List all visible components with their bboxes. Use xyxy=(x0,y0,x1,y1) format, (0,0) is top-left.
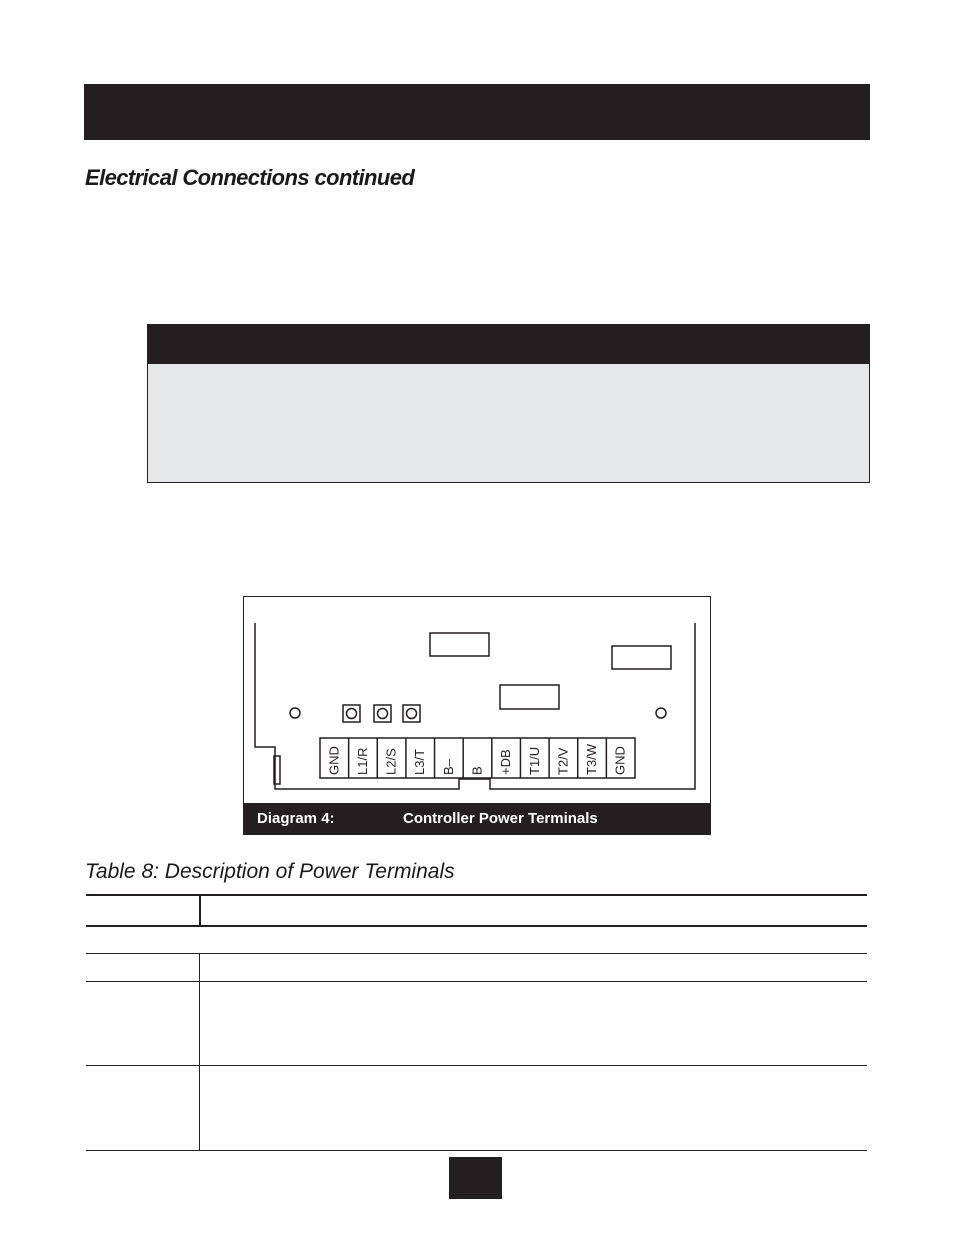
table-column-divider xyxy=(199,953,200,1150)
warning-box-header xyxy=(148,325,869,364)
table-row-rule xyxy=(86,1065,867,1066)
terminal-label: T3/W xyxy=(584,743,600,775)
diagram-caption-title: Controller Power Terminals xyxy=(403,810,598,827)
warning-box xyxy=(147,324,870,483)
page-number-box xyxy=(449,1157,502,1199)
table-row-rule xyxy=(86,981,867,982)
section-title: Electrical Connections continued xyxy=(85,165,415,190)
terminal-label: L1/R xyxy=(354,747,370,775)
table-header-divider xyxy=(199,895,201,926)
mounting-hole-left xyxy=(290,708,300,718)
table-bottom-rule xyxy=(86,1150,867,1151)
terminal-label: GND xyxy=(326,746,342,775)
terminal-label: T1/U xyxy=(526,746,542,775)
terminal-label: +DB xyxy=(498,749,514,775)
controller-power-terminals-diagram xyxy=(243,596,711,835)
terminal-label: T2/V xyxy=(555,747,571,775)
table-top-rule xyxy=(86,894,867,896)
diagram-caption-label: Diagram 4: xyxy=(257,810,335,827)
enclosure-outline xyxy=(255,623,695,789)
terminal-label: B xyxy=(469,766,485,775)
component-block-1 xyxy=(430,633,489,656)
screw-3 xyxy=(403,705,420,722)
screw-2-hole xyxy=(378,709,388,719)
screw-1-hole xyxy=(347,709,357,719)
table-title: Table 8: Description of Power Terminals xyxy=(85,860,455,883)
screw-3-hole xyxy=(407,709,417,719)
table-row-rule xyxy=(86,953,867,954)
screw-2 xyxy=(374,705,391,722)
table-header-rule xyxy=(86,925,867,927)
terminal-label: L2/S xyxy=(383,748,399,775)
terminal-label: GND xyxy=(612,746,628,775)
diagram-drawing xyxy=(244,597,712,836)
terminal-label: L3/T xyxy=(412,748,428,775)
terminal-label: B– xyxy=(440,759,456,775)
screw-1 xyxy=(343,705,360,722)
mounting-hole-right xyxy=(656,708,666,718)
diagram-caption xyxy=(244,803,710,834)
component-block-2 xyxy=(612,646,671,669)
page-header-bar xyxy=(84,84,870,140)
component-block-3 xyxy=(500,685,559,709)
